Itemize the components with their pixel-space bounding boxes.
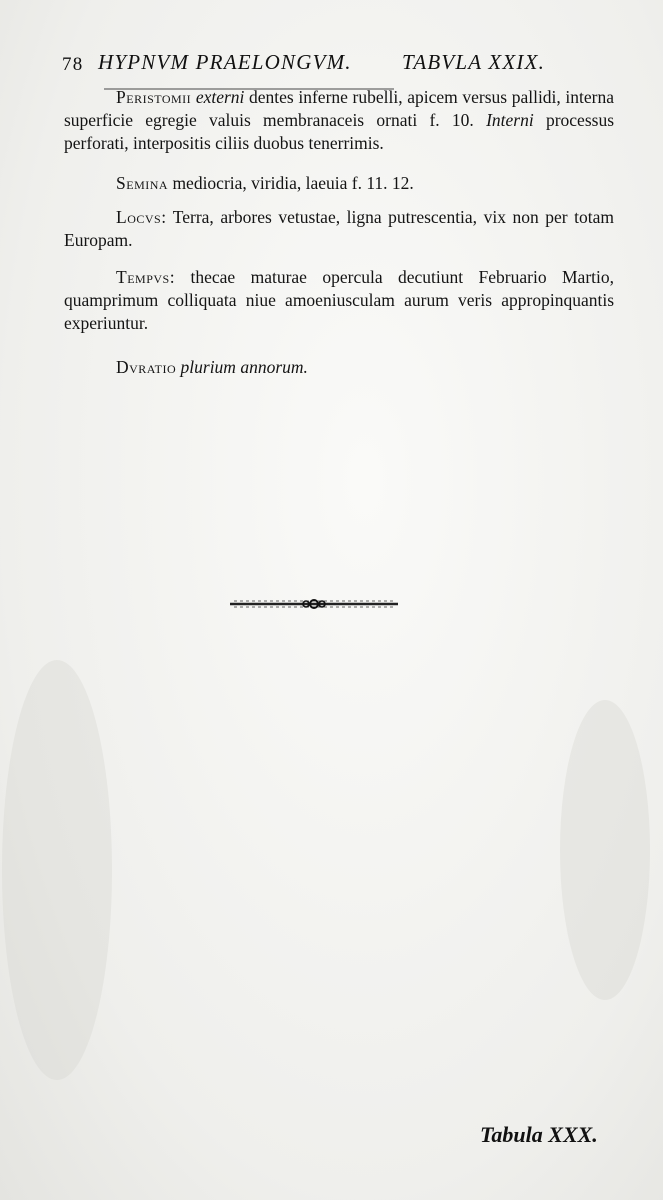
bleed-through-text — [58, 1024, 614, 1047]
bleed-through-text — [58, 842, 614, 865]
footer-bleed — [436, 1122, 441, 1145]
page-number: 78 — [62, 54, 84, 75]
term-peristomii: Peristomii — [116, 87, 192, 107]
bleed-through-text — [58, 798, 614, 821]
bleed-through-text — [58, 506, 614, 529]
ornament-rule-icon — [226, 596, 402, 612]
running-title: HYPNVM PRAELONGVM. — [98, 50, 352, 74]
bleed-through-text — [58, 628, 614, 651]
bleed-through-text — [58, 394, 614, 417]
paper-stain — [2, 660, 112, 1080]
term-duratio: Dvratio — [116, 357, 177, 377]
paragraph-locus: Locvs: Terra, arbores vetustae, ligna putrescentia, vix non per totam Europam. — [64, 207, 614, 250]
bleed-through-text — [58, 758, 614, 781]
term-locus: Locvs: — [116, 207, 167, 227]
term-externi: externi — [195, 87, 245, 107]
paragraph-tempus: Tempvs: thecae maturae opercula decutiunt Februario Martio, quamprimum colliquata niue amoeniusculam aurum veris appropinquantis experiuntur. — [64, 267, 614, 333]
term-tempus: Tempvs: — [116, 267, 176, 287]
catchword: Tabula XXX. — [480, 1122, 598, 1147]
table-number: TABVLA XXIX. — [402, 50, 546, 74]
bleed-through-text — [58, 962, 614, 985]
running-header — [62, 48, 622, 82]
bleed-through-text — [58, 902, 614, 925]
paragraph-semina: Semina mediocria, viridia, laeuia f. 11. 12. — [116, 173, 414, 193]
term-semina: Semina — [116, 173, 169, 193]
term-interni: Interni — [486, 110, 534, 130]
paragraph-peristomium: Peristomii externi dentes inferne rubelli, apicem versus pallidi, interna superficie egregie valuis membranaceis ornati f. 10. Interni processus perforati, interpositis ciliis duobus tenerrimis. — [64, 87, 615, 153]
paragraph-duratio: Dvratio plurium annorum. — [116, 357, 308, 377]
